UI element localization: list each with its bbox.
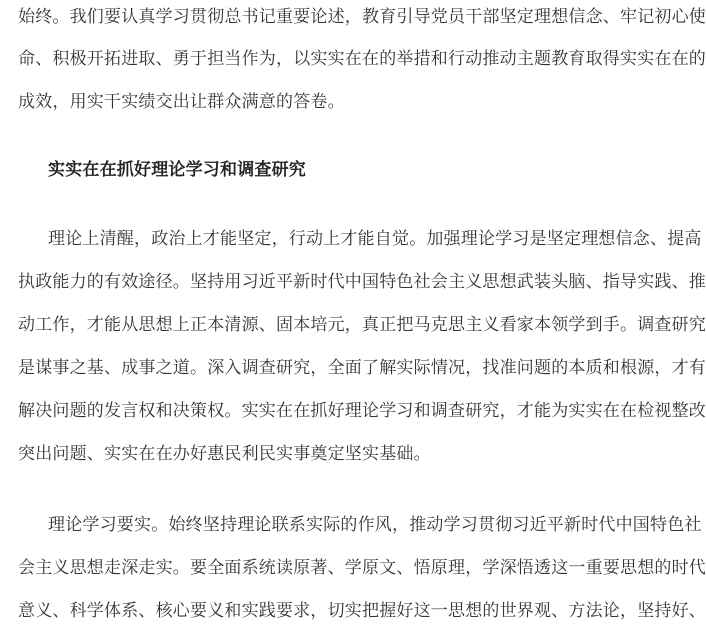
text-line: 是谋事之基、成事之道。深入调查研究，全面了解实际情况，找准问题的本质和根源，才有 bbox=[18, 358, 706, 378]
text-line: 始终。我们要认真学习贯彻总书记重要论述，教育引导党员干部坚定理想信念、牢记初心使 bbox=[18, 7, 706, 27]
text-line: 执政能力的有效途径。坚持用习近平新时代中国特色社会主义思想武装头脑、指导实践、推 bbox=[18, 272, 706, 292]
text-line: 命、积极开拓进取、勇于担当作为，以实实在在的举措和行动推动主题教育取得实实在在的 bbox=[18, 49, 706, 69]
text-line: 突出问题、实实在在办好惠民利民实事奠定坚实基础。 bbox=[18, 444, 431, 464]
text-line: 理论学习要实。始终坚持理论联系实际的作风，推动学习贯彻习近平新时代中国特色社 bbox=[48, 515, 702, 535]
text-line: 动工作，才能从思想上正本清源、固本培元，真正把马克思主义看家本领学到手。调查研究 bbox=[18, 315, 706, 335]
text-line: 成效，用实干实绩交出让群众满意的答卷。 bbox=[18, 92, 345, 112]
section-heading: 实实在在抓好理论学习和调查研究 bbox=[48, 160, 306, 180]
text-line: 理论上清醒，政治上才能坚定，行动上才能自觉。加强理论学习是坚定理想信念、提高 bbox=[48, 229, 702, 249]
text-line: 意义、科学体系、核心要义和实践要求，切实把握好这一思想的世界观、方法论，坚持好、 bbox=[18, 601, 706, 621]
text-line: 解决问题的发言权和决策权。实实在在抓好理论学习和调查研究，才能为实实在在检视整改 bbox=[18, 401, 706, 421]
text-line: 会主义思想走深走实。要全面系统读原著、学原文、悟原理，学深悟透这一重要思想的时代 bbox=[18, 558, 706, 578]
